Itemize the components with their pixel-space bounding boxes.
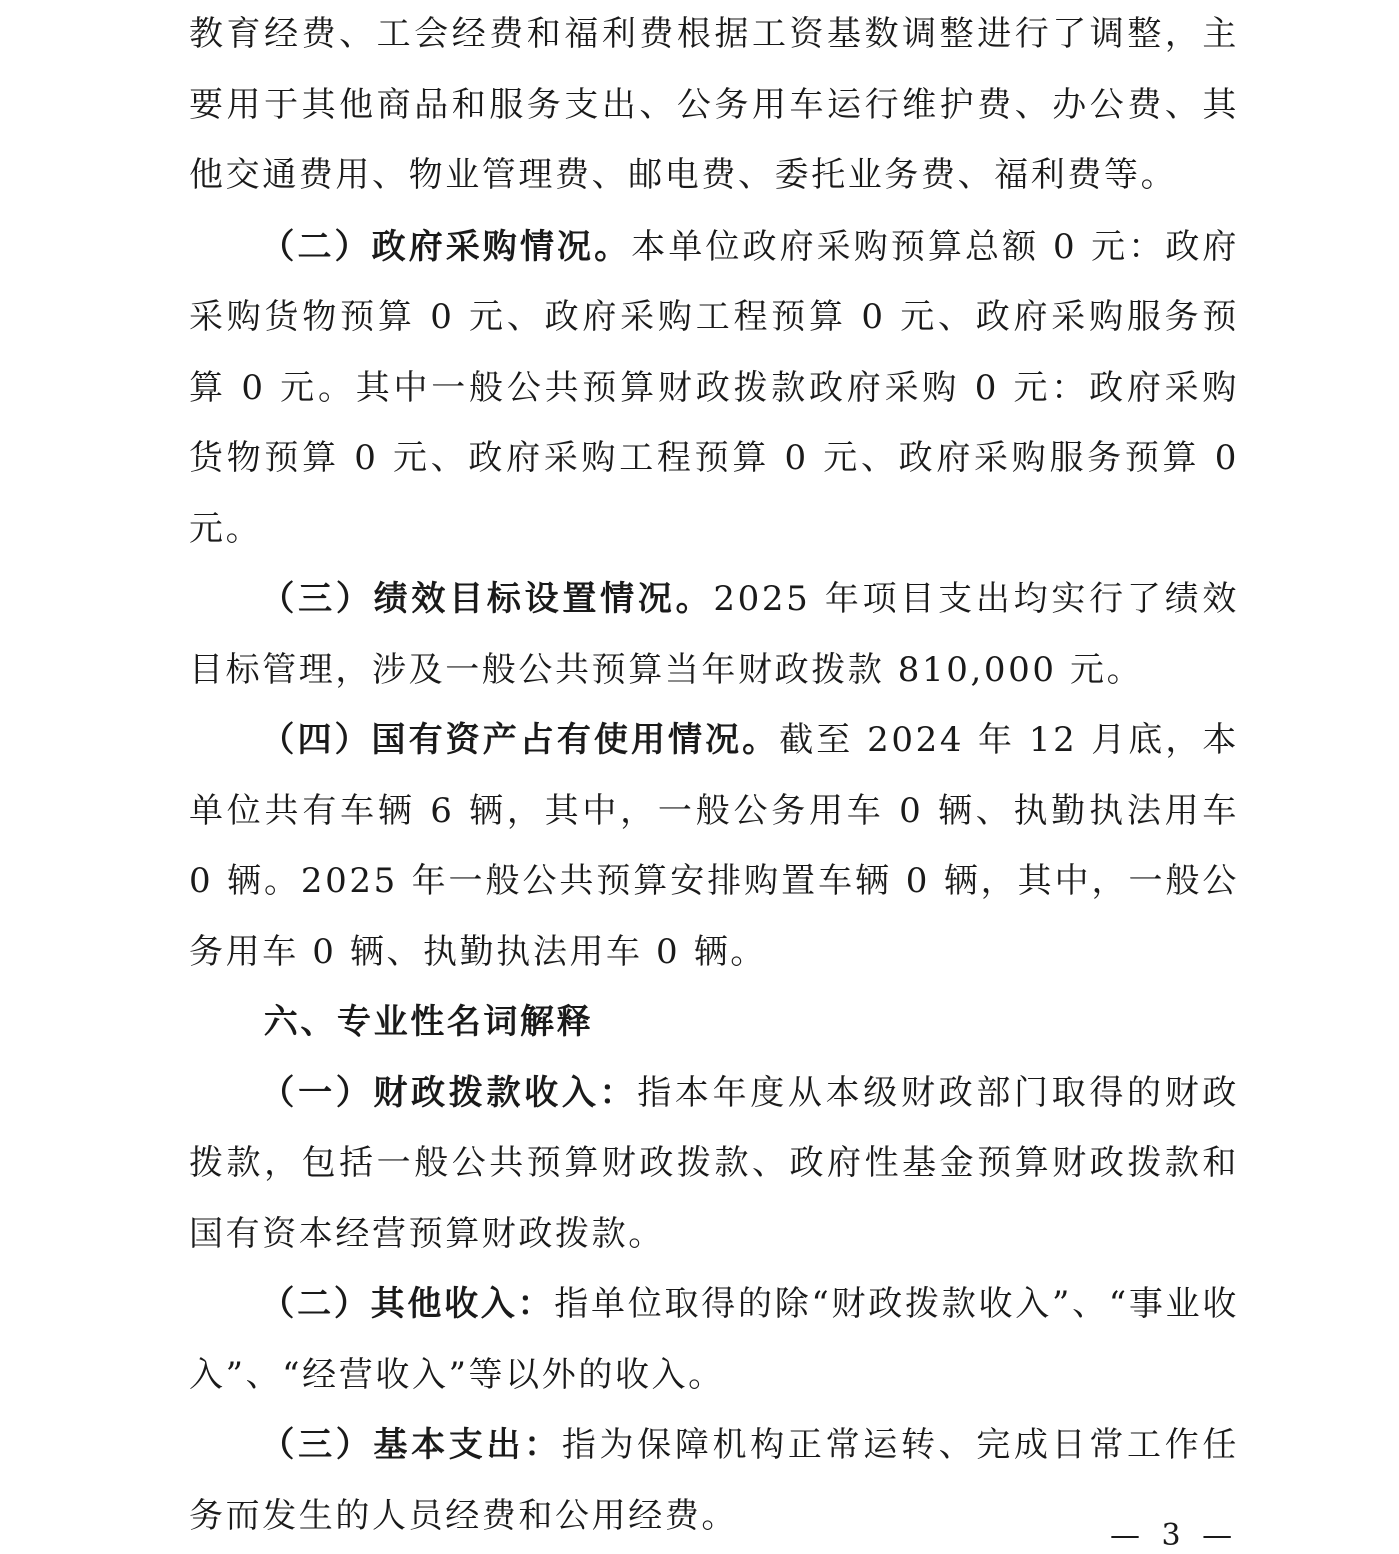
term-fiscal-appropriation-income bbox=[189, 1058, 1239, 1270]
term-basic-body: 指为保障机构正常运转、完成日常工作任务而发生的人员经费和公用经费。 bbox=[189, 1425, 1239, 1536]
paragraph-state-assets bbox=[189, 705, 1239, 987]
term-basic-expenditure bbox=[189, 1410, 1239, 1551]
procurement-body: 本单位政府采购预算总额 0 元：政府采购货物预算 0 元、政府采购工程预算 0 元、政府采购服务预算 0 元。其中一般公共预算财政拨款政府采购 0 元：政府采购货物预算 0 元、政府采购工程预算 0 元、政府采购服务预算 0 元。 bbox=[189, 226, 1240, 549]
paragraph-expenditure-continuation: 教育经费、工会经费和福利费根据工资基数调整进行了调整，主要用于其他商品和服务支出、公务用车运行维护费、办公费、其他交通费用、物业管理费、邮电费、委托业务费、福利费等。 bbox=[189, 14, 1239, 195]
term-other-lead: （二）其他收入： bbox=[260, 1284, 555, 1324]
performance-lead: （三）绩效目标设置情况。 bbox=[260, 579, 714, 619]
assets-lead: （四）国有资产占有使用情况。 bbox=[260, 720, 780, 760]
performance-body: 2025 年项目支出均实行了绩效目标管理，涉及一般公共预算当年财政拨款 810,000 元。 bbox=[189, 579, 1239, 690]
section-heading-terminology: 六、专业性名词解释 bbox=[263, 1002, 594, 1042]
term-fiscal-body: 指本年度从本级财政部门取得的财政拨款，包括一般公共预算财政拨款、政府性基金预算财政拨款和国有资本经营预算财政拨款。 bbox=[189, 1072, 1240, 1254]
document-page bbox=[189, 0, 1239, 1551]
term-fiscal-lead: （一）财政拨款收入： bbox=[260, 1072, 638, 1113]
term-other-income bbox=[189, 1269, 1239, 1410]
paragraph-performance-targets bbox=[189, 564, 1239, 705]
term-basic-lead: （三）基本支出： bbox=[260, 1425, 562, 1465]
paragraph-government-procurement bbox=[189, 212, 1239, 565]
procurement-lead: （二）政府采购情况。 bbox=[260, 226, 632, 267]
term-other-body: 指单位取得的除“财政拨款收入”、“事业收入”、“经营收入”等以外的收入。 bbox=[189, 1284, 1239, 1395]
assets-body: 截至 2024 年 12 月底，本单位共有车辆 6 辆，其中，一般公务用车 0 辆、执勤执法用车 0 辆。2025 年一般公共预算安排购置车辆 0 辆，其中，一般公务用车 0 辆、执勤执法用车 0 辆。 bbox=[189, 720, 1239, 972]
page-number: — 3 — bbox=[1110, 1518, 1239, 1553]
